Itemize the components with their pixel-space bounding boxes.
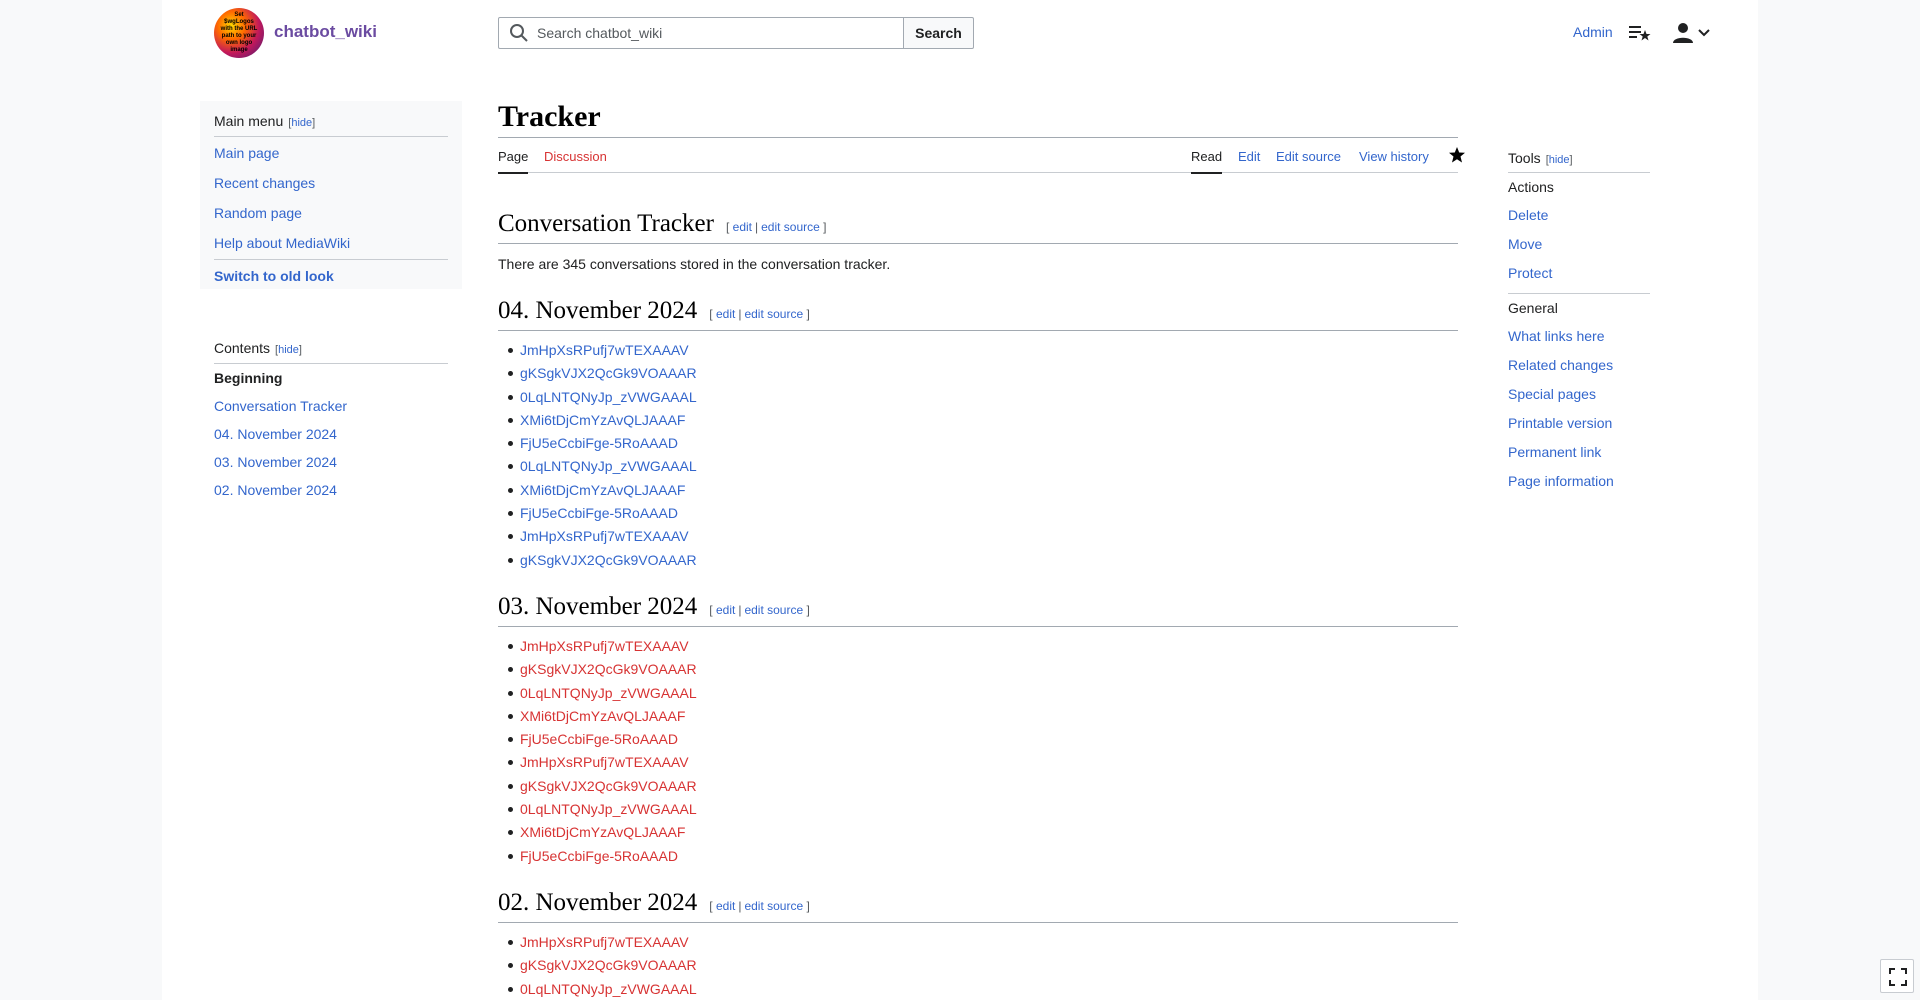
conversation-link[interactable]: FjU5eCcbiFge-5RoAAAD [520, 435, 678, 452]
tools-group-actions: Actions [1508, 179, 1554, 195]
main-content [498, 97, 1458, 1000]
edit-link[interactable]: edit [732, 220, 752, 234]
section-nov-04 [498, 296, 1458, 574]
fullscreen-button[interactable] [1880, 959, 1914, 993]
search-box [498, 17, 904, 49]
user-avatar-icon[interactable] [1672, 22, 1694, 44]
tab-discussion[interactable]: Discussion [544, 149, 607, 164]
conversation-link[interactable]: gKSgkVJX2QcGk9VOAAAR [520, 365, 697, 382]
list-item [508, 777, 1458, 800]
tab-view-history[interactable]: View history [1359, 149, 1429, 164]
tools-hide-link[interactable]: hide [1548, 154, 1570, 166]
list-item [508, 684, 1458, 707]
contents-heading: Contents [214, 340, 271, 356]
list-item [508, 823, 1458, 846]
list-item [508, 730, 1458, 753]
section-nov-02 [498, 888, 1458, 1000]
toc-item-beginning[interactable]: Beginning [214, 370, 283, 386]
main-menu: Main menu [hide] Main page Recent changes Random page Help about MediaWiki Switch to old look [200, 101, 462, 289]
menu-item-main-page[interactable]: Main page [214, 145, 280, 161]
conversation-redlink[interactable]: XMi6tDjCmYzAvQLJAAAF [520, 707, 686, 724]
conversation-link[interactable]: XMi6tDjCmYzAvQLJAAAF [520, 481, 686, 498]
watch-star-icon[interactable] [1448, 146, 1466, 164]
page-tabs [498, 137, 1458, 173]
edit-link[interactable]: edit [715, 307, 736, 321]
section-heading: 04. November 2024 [498, 297, 698, 324]
tracker-summary: There are 345 conversations stored in the conversation tracker. [498, 256, 891, 272]
tools-heading: Tools [1508, 150, 1541, 166]
list-item [508, 933, 1458, 956]
conversation-list [508, 341, 1458, 574]
list-item [508, 341, 1458, 364]
section-heading: Conversation Tracker [498, 210, 714, 237]
tool-item-delete[interactable]: Delete [1508, 207, 1549, 223]
conversation-list [508, 637, 1458, 870]
toc-item-conversation-tracker[interactable]: Conversation Tracker [214, 398, 348, 414]
list-item [508, 753, 1458, 776]
divider [1508, 172, 1650, 173]
editsection: [ edit | edit source ] [709, 307, 810, 321]
divider [214, 363, 448, 364]
list-item [508, 364, 1458, 387]
conversation-link[interactable]: XMi6tDjCmYzAvQLJAAAF [520, 411, 686, 428]
tool-item-what-links-here[interactable]: What links here [1508, 328, 1605, 344]
conversation-redlink[interactable]: gKSgkVJX2QcGk9VOAAAR [520, 661, 697, 678]
tool-item-move[interactable]: Move [1508, 236, 1543, 252]
conversation-redlink[interactable]: JmHpXsRPufj7wTEXAAAV [520, 637, 689, 654]
conversation-redlink[interactable]: 0LqLNTQNyJp_zVWGAAAL [520, 801, 697, 818]
list-item [508, 551, 1458, 574]
tab-read[interactable]: Read [1191, 149, 1222, 174]
list-item [508, 527, 1458, 550]
menu-item-recent-changes[interactable]: Recent changes [214, 175, 316, 191]
section-conversation-tracker [498, 209, 1458, 272]
tool-item-permanent-link[interactable]: Permanent link [1508, 444, 1602, 460]
conversation-link[interactable]: FjU5eCcbiFge-5RoAAAD [520, 505, 678, 522]
list-item [508, 411, 1458, 434]
list-item [508, 504, 1458, 527]
conversation-redlink[interactable]: 0LqLNTQNyJp_zVWGAAAL [520, 684, 697, 701]
toc-item-nov-02[interactable]: 02. November 2024 [214, 482, 337, 498]
conversation-redlink[interactable]: FjU5eCcbiFge-5RoAAAD [520, 847, 678, 864]
edit-source-link[interactable]: edit source [744, 898, 804, 913]
table-of-contents: Contents [hide] Beginning Conversation Tracker 04. November 2024 03. November 2024 02. November 2024 [214, 340, 448, 510]
list-item [508, 800, 1458, 823]
section-heading: 02. November 2024 [498, 888, 698, 916]
menu-item-random-page[interactable]: Random page [214, 205, 302, 221]
list-item [508, 980, 1458, 1000]
conversation-redlink[interactable]: 0LqLNTQNyJp_zVWGAAAL [520, 980, 697, 997]
list-item [508, 481, 1458, 504]
page-container [162, 0, 1758, 1000]
toc-item-nov-03[interactable]: 03. November 2024 [214, 454, 337, 470]
edit-link[interactable]: edit [715, 898, 736, 913]
conversation-link[interactable]: 0LqLNTQNyJp_zVWGAAAL [520, 458, 697, 475]
main-menu-hide-link[interactable]: hide [291, 117, 313, 129]
editsection: [ edit | edit source ] [709, 602, 810, 617]
tab-edit-source[interactable]: Edit source [1276, 149, 1342, 164]
site-name-link[interactable]: chatbot_wiki [274, 22, 377, 41]
list-item [508, 637, 1458, 660]
search-button[interactable]: Search [903, 17, 974, 49]
editsection: [ edit | edit source ] [709, 898, 810, 913]
section-heading: 03. November 2024 [498, 592, 698, 620]
switch-old-look-link[interactable]: Switch to old look [214, 268, 334, 284]
conversation-redlink[interactable]: JmHpXsRPufj7wTEXAAAV [520, 754, 689, 771]
list-item [508, 707, 1458, 730]
tab-page[interactable]: Page [498, 149, 528, 174]
tool-item-special-pages[interactable]: Special pages [1508, 386, 1596, 402]
list-item [508, 434, 1458, 457]
list-item [508, 457, 1458, 480]
list-item [508, 956, 1458, 979]
tool-item-protect[interactable]: Protect [1508, 265, 1553, 281]
tool-item-page-information[interactable]: Page information [1508, 473, 1614, 489]
menu-item-help[interactable]: Help about MediaWiki [214, 235, 351, 251]
conversation-link[interactable]: 0LqLNTQNyJp_zVWGAAAL [520, 388, 697, 405]
fullscreen-icon [1881, 960, 1915, 994]
conversation-link[interactable]: JmHpXsRPufj7wTEXAAAV [520, 342, 689, 358]
tool-item-printable-version[interactable]: Printable version [1508, 415, 1613, 431]
chevron-down-icon[interactable] [1698, 28, 1710, 38]
list-item [508, 660, 1458, 683]
list-item [508, 388, 1458, 411]
page-title: Tracker [498, 100, 601, 133]
conversation-redlink[interactable]: gKSgkVJX2QcGk9VOAAAR [520, 957, 697, 974]
conversation-link[interactable]: gKSgkVJX2QcGk9VOAAAR [520, 551, 697, 568]
site-logo[interactable] [214, 8, 264, 58]
tool-item-related-changes[interactable]: Related changes [1508, 357, 1614, 373]
section-nov-03 [498, 592, 1458, 870]
search-input[interactable] [537, 25, 897, 41]
tab-edit[interactable]: Edit [1238, 149, 1261, 164]
main-menu-heading: Main menu [214, 113, 284, 129]
tools-group-general: General [1508, 300, 1558, 316]
contents-hide-link[interactable]: hide [278, 344, 299, 356]
watchlist-icon[interactable] [1629, 24, 1651, 42]
conversation-redlink[interactable]: XMi6tDjCmYzAvQLJAAAF [520, 824, 686, 841]
search-icon [509, 23, 529, 43]
list-item [508, 847, 1458, 870]
conversation-redlink[interactable]: FjU5eCcbiFge-5RoAAAD [520, 731, 678, 748]
edit-link[interactable]: edit [715, 602, 736, 617]
tools-menu: Tools [hide] Actions Delete Move Protect General What links here Related changes Special pages Printable version Permanent link Page information [1508, 150, 1650, 502]
toc-item-nov-04[interactable]: 04. November 2024 [214, 426, 337, 442]
editsection: [ edit | edit source ] [725, 220, 827, 234]
edit-source-link[interactable]: edit source [744, 307, 804, 321]
edit-source-link[interactable]: edit source [744, 602, 804, 617]
conversation-link[interactable]: JmHpXsRPufj7wTEXAAAV [520, 528, 689, 545]
user-name-link[interactable]: Admin [1573, 24, 1613, 40]
conversation-list [508, 933, 1458, 1000]
edit-source-link[interactable]: edit source [761, 220, 820, 234]
logo-text: Set $wgLogos with the URL path to your own logo image [220, 12, 258, 53]
divider [1508, 293, 1650, 294]
conversation-redlink[interactable]: gKSgkVJX2QcGk9VOAAAR [520, 777, 697, 794]
divider [214, 136, 448, 137]
conversation-redlink[interactable]: JmHpXsRPufj7wTEXAAAV [520, 933, 689, 950]
divider [214, 259, 448, 260]
